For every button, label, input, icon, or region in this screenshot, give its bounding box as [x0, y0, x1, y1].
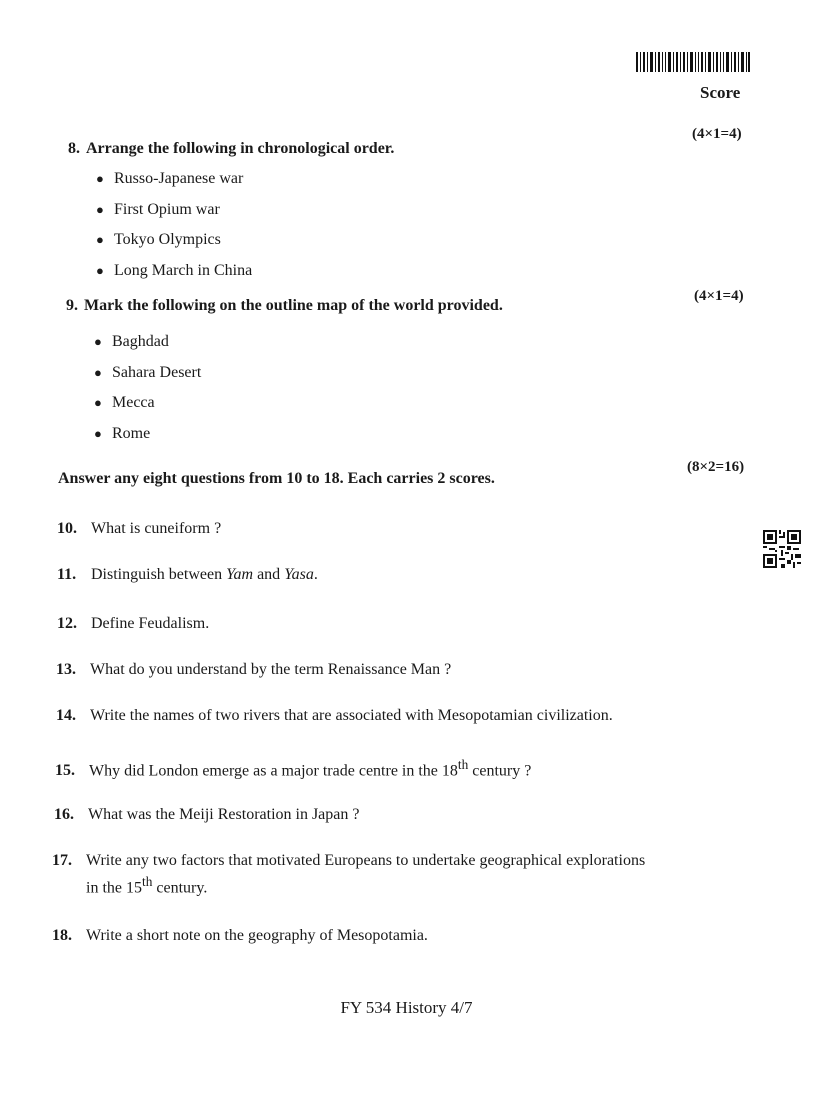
question-14: 14. Write the names of two rivers that are associated with Mesopotamian civilization. — [56, 707, 613, 724]
list-item: ● Rome — [94, 419, 201, 450]
q8-heading — [68, 140, 394, 158]
question-17: 17. Write any two factors that motivated Europeans to undertake geographical explorations in the 15th century. — [52, 852, 646, 897]
list-item: ● Sahara Desert — [94, 358, 201, 389]
q9-heading — [66, 297, 503, 315]
barcode-image — [636, 52, 750, 72]
question-15: 15. Why did London emerge as a major trade centre in the 18th century ? — [55, 757, 532, 780]
q8-text: Arrange the following in chronological order. — [86, 140, 395, 157]
list-item: ● First Opium war — [96, 195, 252, 226]
question-16: 16. What was the Meiji Restoration in Japan ? — [54, 806, 360, 823]
list-item: ● Mecca — [94, 388, 201, 419]
bullet-icon: ● — [94, 395, 102, 410]
q9-number: 9. — [66, 297, 78, 314]
q8-list — [96, 164, 252, 286]
bullet-icon: ● — [94, 425, 102, 441]
list-item: ● Russo-Japanese war — [96, 164, 252, 195]
question-13: 13. What do you understand by the term Renaissance Man ? — [56, 661, 452, 678]
question-11: 11. Distinguish between Yam and Yasa. — [57, 566, 318, 583]
q8-number: 8. — [68, 140, 80, 157]
list-item: ● Long March in China — [96, 256, 252, 287]
question-10: 10. What is cuneiform ? — [57, 520, 222, 537]
q9-list — [94, 327, 201, 449]
list-item: ● Tokyo Olympics — [96, 225, 252, 256]
page-footer: FY 534 History 4/7 — [340, 998, 473, 1017]
question-17-line2: in the 15th century. — [86, 874, 208, 897]
bullet-icon: ● — [94, 334, 102, 349]
qr-code-image — [763, 530, 801, 568]
bullet-icon: ● — [96, 201, 104, 217]
question-18: 18. Write a short note on the geography of Mesopotamia. — [52, 927, 428, 944]
question-12: 12. Define Feudalism. — [57, 615, 210, 632]
list-item: ● Baghdad — [94, 327, 201, 358]
bullet-icon: ● — [96, 171, 104, 186]
bullet-icon: ● — [96, 232, 104, 247]
section-marks: (8×2=16) — [687, 459, 745, 475]
bullet-icon: ● — [96, 262, 104, 278]
q9-text: Mark the following on the outline map of the world provided. — [84, 297, 503, 314]
score-label: Score — [700, 83, 741, 102]
section-instruction: Answer any eight questions from 10 to 18. Each carries 2 scores. — [58, 470, 495, 487]
q8-marks: (4×1=4) — [692, 126, 742, 142]
bullet-icon: ● — [94, 364, 102, 380]
q9-marks: (4×1=4) — [694, 288, 744, 304]
